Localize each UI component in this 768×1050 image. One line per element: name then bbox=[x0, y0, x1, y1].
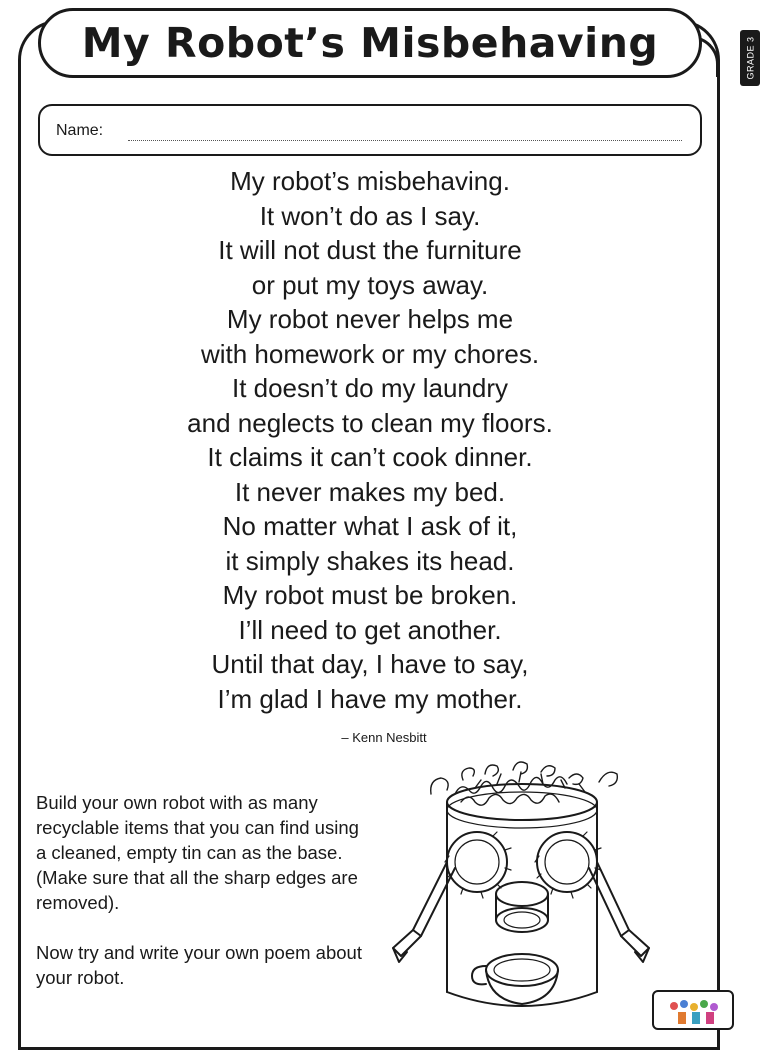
name-write-line[interactable] bbox=[128, 140, 682, 141]
poem-line: It won’t do as I say. bbox=[259, 200, 481, 231]
poem-author: – Kenn Nesbitt bbox=[341, 730, 427, 745]
colorful-robot-thumbnail-icon bbox=[654, 992, 734, 1030]
poem-line: with homework or my chores. bbox=[200, 338, 540, 369]
poem-line: It will not dust the furniture bbox=[218, 235, 522, 265]
instructions-paragraph-2: Now try and write your own poem about your robot. bbox=[36, 942, 362, 988]
instructions-paragraph-1: Build your own robot with as many recyclable items that you can find using a cleaned, empty tin can as the base. (Make sure that all the sharp edges are removed). bbox=[36, 792, 359, 913]
name-field-label: Name: bbox=[56, 122, 104, 139]
poem-line: My robot never helps me bbox=[226, 304, 514, 334]
poem-line: or put my toys away. bbox=[251, 269, 489, 300]
poem-line: No matter what I ask of it, bbox=[222, 511, 518, 541]
robot-can-body bbox=[447, 784, 597, 1006]
robot-left-eye bbox=[445, 832, 511, 898]
title-banner bbox=[38, 8, 702, 78]
name-field-box[interactable] bbox=[38, 104, 702, 156]
poem-line: It never makes my bed. bbox=[234, 476, 506, 507]
poem-line: I’m glad I have my mother. bbox=[217, 683, 523, 714]
poem-line: My robot must be broken. bbox=[222, 580, 518, 610]
poem-line: My robot’s misbehaving. bbox=[230, 166, 510, 196]
poem-line: it simply shakes its head. bbox=[225, 545, 515, 576]
tin-can-robot-illustration bbox=[385, 752, 665, 1024]
page-title: My Robot’s Misbehaving bbox=[81, 19, 659, 67]
poem-text bbox=[60, 164, 680, 716]
grade-tab-label: GRADE 3 bbox=[745, 36, 756, 80]
poem-line: I’ll need to get another. bbox=[238, 614, 502, 645]
corner-thumbnail-image bbox=[652, 990, 734, 1030]
poem-line: Until that day, I have to say, bbox=[211, 649, 529, 679]
activity-instructions bbox=[36, 790, 366, 990]
poem-line: and neglects to clean my floors. bbox=[187, 407, 553, 438]
robot-mouth bbox=[472, 954, 558, 1004]
poem-line: It claims it can’t cook dinner. bbox=[207, 442, 533, 472]
poem-line: It doesn’t do my laundry bbox=[231, 373, 509, 403]
robot-left-arm bbox=[393, 862, 455, 962]
robot-nose bbox=[496, 882, 548, 932]
grade-tab bbox=[740, 30, 760, 86]
